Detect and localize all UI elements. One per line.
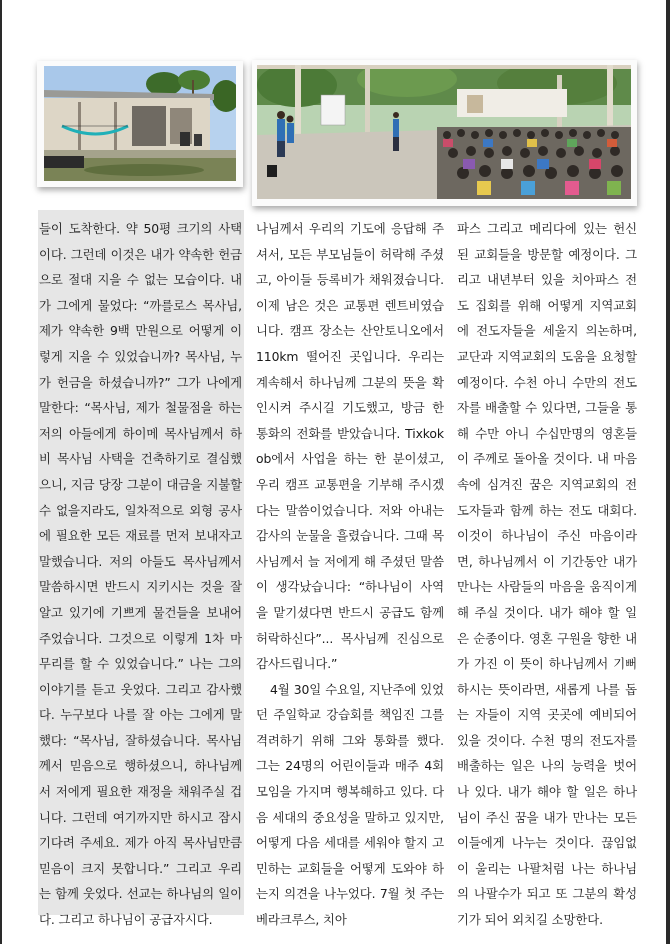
text-column-1: [38, 210, 244, 928]
page-edge-left: [0, 0, 2, 944]
col3-paragraph-1: 파스 그리고 메리다에 있는 헌신된 교회들을 방문할 예정이다. 그리고 내년부터 있을 치아파스 전도 집회를 위해 어떻게 지역교회에 전도자들을 세울지 의논하며, 교단과 지역교회의 도움을 요청할 예정이다. 수천 아니 수만의 전도자를 배출할 수 있다면, 그들을 통해 수만 아니 수십만명의 영혼들이 주께로 돌아올 것이다. 내 마음속에 심겨진 꿈은 지역교회의 전도자들과 함께 하는 전도 대회다. 이것이 하나님이 주신 마음이라면, 하나님께서 이 기간동안 내가 만나는 사람들의 마음을 움직이게 해 주실 것이다. 내가 해야 할 일은 순종이다. 영혼 구원을 향한 내가 가진 이 뜻이 하나님께서 기뻐하시는 뜻이라면, 새롭게 나를 돕는 자들이 지역 곳곳에 예비되어 있을 것이다. 수천 명의 전도자를 배출하는 일은 나의 능력을 벗어나 있다. 내가 해야 할 일은 하나님이 주신 꿈을 내가 만나는 모든 이들에게 나누는 것이다. 끊임없이 울리는 나팔처럼 나는 하나님의 나팔수가 되고 또 그분의 확성기가 되어 외치길 소망한다.: [457, 221, 637, 928]
gathering-photo: [257, 65, 631, 199]
page-edge-right: [666, 0, 670, 944]
col2-paragraph-1: 나님께서 우리의 기도에 응답해 주셔서, 모든 부모님들이 허락해 주셨고, 아이들 등록비가 채워졌습니다. 이제 남은 것은 교통편 렌트비였습니다. 캠프 장소는 산안토니오에서 110km 떨어진 곳입니다. 우리는 계속해서 하나님께 그분의 뜻을 확인시켜 주시길 기도했고, 방금 한 통화의 전화를 받았습니다. Tixkokob에서 사업을 하는 한 분이셨고, 우리 캠프 교통편을 기부해 주시겠다는 말씀이었습니다. 저와 아내는 감사의 눈물을 흘렸습니다. 그때 목사님께서 늘 저에게 해 주셨던 말씀이 생각났습니다: “하나님이 사역을 맡기셨다면 반드시 공급도 함께 허락하신다”... 목사님께 진심으로 감사드립니다.”: [256, 221, 444, 672]
col2-paragraph-2: 4월 30일 수요일, 지난주에 있었던 주일학교 강습회를 책임진 그를 격려하기 위해 그와 통화를 했다. 그는 24명의 어린이들과 매주 4회 모임을 가지며 행복해하고 있다. 다음 세대의 중요성을 말하고 있지만, 어떻게 다음 세대를 세워야 할지 고민하는 교회들을 어떻게 도와야 하는지 의견을 나누었다. 7월 첫 주는 베라크루스, 치아: [256, 681, 444, 928]
building-photo: [44, 66, 236, 181]
text-column-3: [457, 210, 637, 933]
text-column-2: [256, 210, 444, 933]
col1-paragraph-1: 들이 도착한다. 약 50평 크기의 사택이다. 그런데 이것은 내가 약속한 헌금으로 절대 지을 수 없는 모습이다. 내가 그에게 물었다: “까를로스 목사님, 제가 약속한 9백 만원으로 어떻게 이렇게 지을 수 있었습니까? 목사님, 누가 헌금을 하셨습니까?” 그가 나에게 말한다: “목사님, 제가 철물점을 하는 저의 아들에게 하이메 목사님께서 하비 목사님 사택을 건축하기로 결심했으니, 지금 당장 그분이 대금을 지불할 수 없을지라도, 일차적으로 외형 공사에 필요한 모든 재료를 먼저 보내자고 말했습니다. 저의 아들도 목사님께서 말씀하시면 반드시 지키시는 것을 잘 알고 있기에 기쁘게 물건들을 보내어 주었습니다. 그것으로 이렇게 1차 마무리를 할 수 있었습니다.” 나는 그의 이야기를 듣고 웃었다. 그리고 감사했다. 누구보다 나를 잘 아는 그에게 말했다: “목사님, 잘하셨습니다. 목사님께서 믿음으로 행하셨으니, 하나님께서 저에게 필요한 재정을 채워주실 겁니다. 그런데 여기까지만 하시고 잠시 기다려 주세요. 제가 아직 목사님만큼 믿음이 크지 못합니다.” 그리고 우리는 함께 웃었다. 선교는 하나님의 일이다. 그리고 하나님이 공급자시다.: [39, 221, 242, 928]
